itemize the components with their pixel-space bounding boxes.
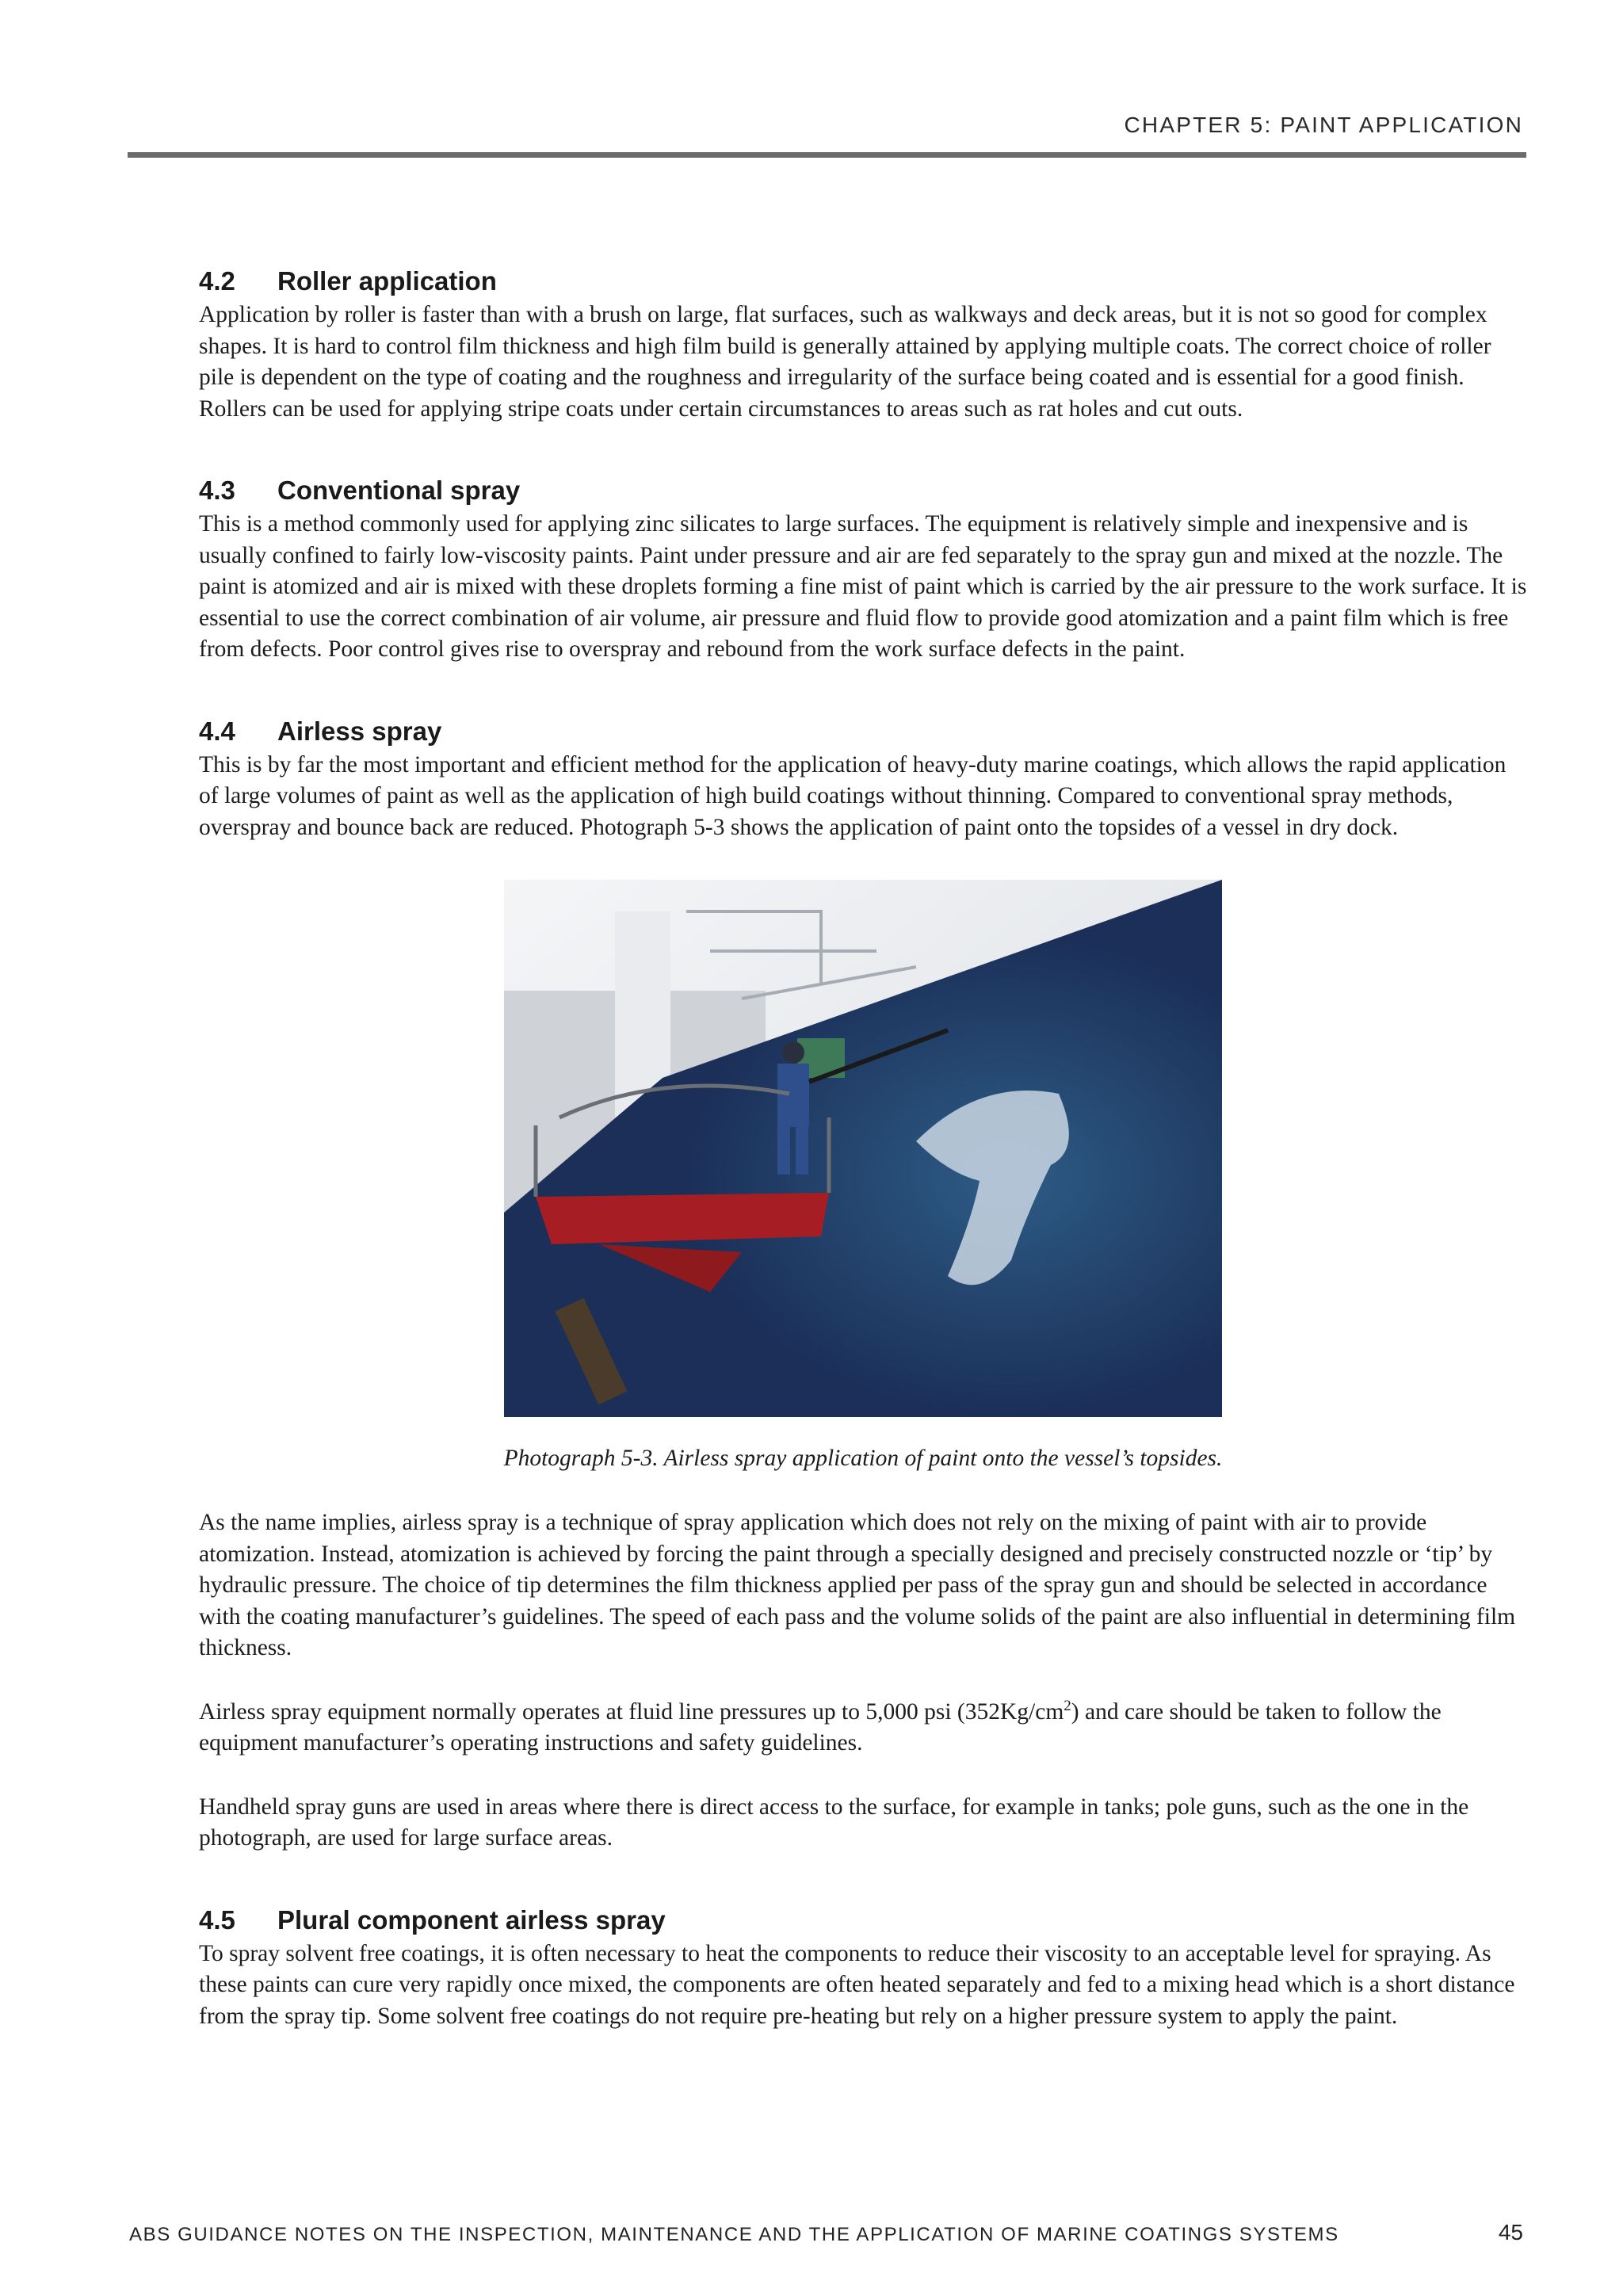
section-4-2 [199,263,1527,425]
section-number: 4.5 [199,1904,235,1935]
body-paragraph: This is a method commonly used for applying zinc silicates to large surfaces. The equipment is relatively simple and inexpensive and is usually confined to fairly low-viscosity paints. Paint under pressure and air are fed separately to the spray gun and mixed at the nozzle. The paint is atomized and air is mixed with these droplets forming a fine mist of paint which is carried by the air pressure to the work surface. It is essential to use the correct combination of air volume, air pressure and fluid flow to provide good atomization and a paint film which is free from defects. Poor control gives rise to overspray and rebound from the work surface defects in the paint. [199,511,1527,662]
photograph-figure [199,880,1527,1419]
pressure-paragraph [199,1697,1527,1759]
pressure-text-before: Airless spray equipment normally operates at fluid line pressures up to 5,000 psi (352Kg/cm [199,1698,1064,1725]
section-number: 4.3 [199,476,235,505]
section-heading [199,1902,1527,1939]
section-4-3 [199,472,1527,666]
section-title: Roller application [277,266,497,296]
airless-spray-photograph [504,880,1222,1417]
section-title: Conventional spray [277,476,521,505]
section-heading [199,713,1527,750]
section-title: Airless spray [277,716,442,746]
body-paragraph: Handheld spray guns are used in areas where there is direct access to the surface, for example in tanks; pole guns, such as the one in the photograph, are used for large surface areas. [199,1794,1469,1851]
section-heading [199,263,1527,300]
header-rule [128,152,1526,158]
page-number: 45 [1498,2220,1523,2244]
body-paragraph: As the name implies, airless spray is a technique of spray application which does not rely on the mixing of paint with air to provide atomization. Instead, atomization is achieved by forcing the paint through a specially designed and precisely constructed nozzle or ‘tip’ by hydraulic pressure. The choice of tip determines the film thickness applied per pass of the spray gun and should be selected in accordance with the coating manufacturer’s guidelines. The speed of each pass and the volume solids of the paint are also influential in determining film thickness. [199,1510,1516,1660]
section-number: 4.2 [199,266,235,296]
section-title: Plural component airless spray [277,1904,666,1935]
section-heading [199,472,1527,509]
figure-caption: Photograph 5-3. Airless spray application of paint onto the vessel’s topsides. [503,1446,1223,1471]
page-content [199,263,1527,2080]
superscript-two: 2 [1064,1697,1071,1714]
body-paragraph: Application by roller is faster than with a brush on large, flat surfaces, such as walkways and deck areas, but it is not so good for complex shapes. It is hard to control film thickness and high film build is generally attained by applying multiple coats. The correct choice of roller pile is dependent on the type of coating and the roughness and irregularity of the surface being coated and is essential for a good finish. Rollers can be used for applying stripe coats under certain circumstances to areas such as rat holes and cut outs. [199,302,1491,422]
body-paragraph: This is by far the most important and efficient method for the application of heavy-duty marine coatings, which allows the rapid application of large volumes of paint as well as the application of high build coatings without thinning. Compared to conventional spray methods, overspray and bounce back are reduced. Photograph 5-3 shows the application of paint onto the topsides of a vessel in dry dock. [199,751,1507,840]
pressure-text-after: ) and care should be taken to follow the equipment manufacturer’s operating instructions and safety guidelines. [199,1698,1442,1755]
section-4-5 [199,1902,1527,2033]
section-4-4 [199,713,1527,1855]
section-number: 4.4 [199,716,235,746]
body-paragraph: To spray solvent free coatings, it is often necessary to heat the components to reduce their viscosity to an acceptable level for spraying. As these paints can cure very rapidly once mixed, the components are often heated separately and fed to a mixing head which is a short distance from the spray tip. Some solvent free coatings do not require pre-heating but rely on a higher pressure system to apply the paint. [199,1940,1515,2029]
footer-publication: ABS GUIDANCE NOTES ON THE INSPECTION, MAINTENANCE AND THE APPLICATION OF MARINE COATINGS SYSTEMS [129,2224,1339,2245]
running-header: CHAPTER 5: PAINT APPLICATION [1124,113,1523,137]
